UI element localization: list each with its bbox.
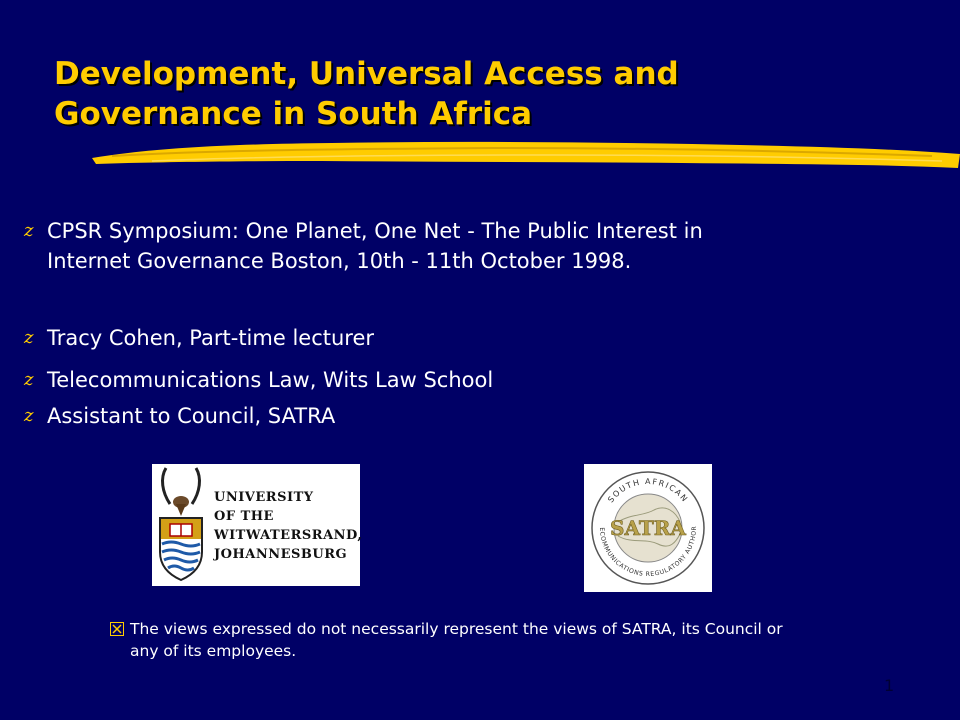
bullet-text: Tracy Cohen, Part-time lecturer — [47, 326, 375, 350]
bullet-text: Telecommunications Law, Wits Law School — [47, 368, 494, 392]
disclaimer-line-1: The views expressed do not necessarily represent the views of SATRA, its Council or — [130, 620, 783, 638]
bullet-marker: z — [24, 405, 34, 426]
bullet-text: Assistant to Council, SATRA — [47, 404, 336, 428]
bullet-marker: z — [24, 327, 34, 348]
wits-line-4: JOHANNESBURG — [214, 547, 348, 562]
wits-university-logo — [152, 464, 363, 586]
satra-ring-top-text: SOUTH AFRICAN — [606, 476, 690, 505]
satra-seal-icon — [584, 464, 712, 592]
wits-line-3: WITWATERSRAND, — [214, 528, 363, 543]
bullet-text-line-1: CPSR Symposium: One Planet, One Net - The Public Interest in — [47, 219, 703, 243]
wits-wordmark — [214, 488, 362, 564]
satra-ring-bottom-text: ECOMMUNICATIONS REGULATORY AUTHOR — [597, 525, 699, 579]
wits-line-1: UNIVERSITY — [214, 490, 314, 505]
bullet-text — [47, 216, 703, 276]
satra-center-text: SATRA — [610, 516, 686, 540]
satra-logo — [584, 464, 712, 592]
title-line-2: Governance in South Africa — [54, 96, 533, 132]
title-line-1: Development, Universal Access and — [54, 56, 679, 92]
page-number: 1 — [884, 676, 895, 695]
bullet-marker: z — [24, 369, 34, 390]
bullet-marker: z — [24, 220, 34, 241]
slide-title — [54, 54, 914, 134]
wits-crest-icon — [152, 464, 214, 586]
disclaimer-line-2: any of its employees. — [130, 642, 297, 660]
brush-stroke-divider — [92, 134, 960, 176]
disclaimer-text — [130, 618, 783, 662]
checkbox-x-icon — [110, 622, 124, 636]
bullet-text-line-2: Internet Governance Boston, 10th - 11th October 1998. — [47, 249, 632, 273]
wits-line-2: OF THE — [214, 509, 274, 524]
